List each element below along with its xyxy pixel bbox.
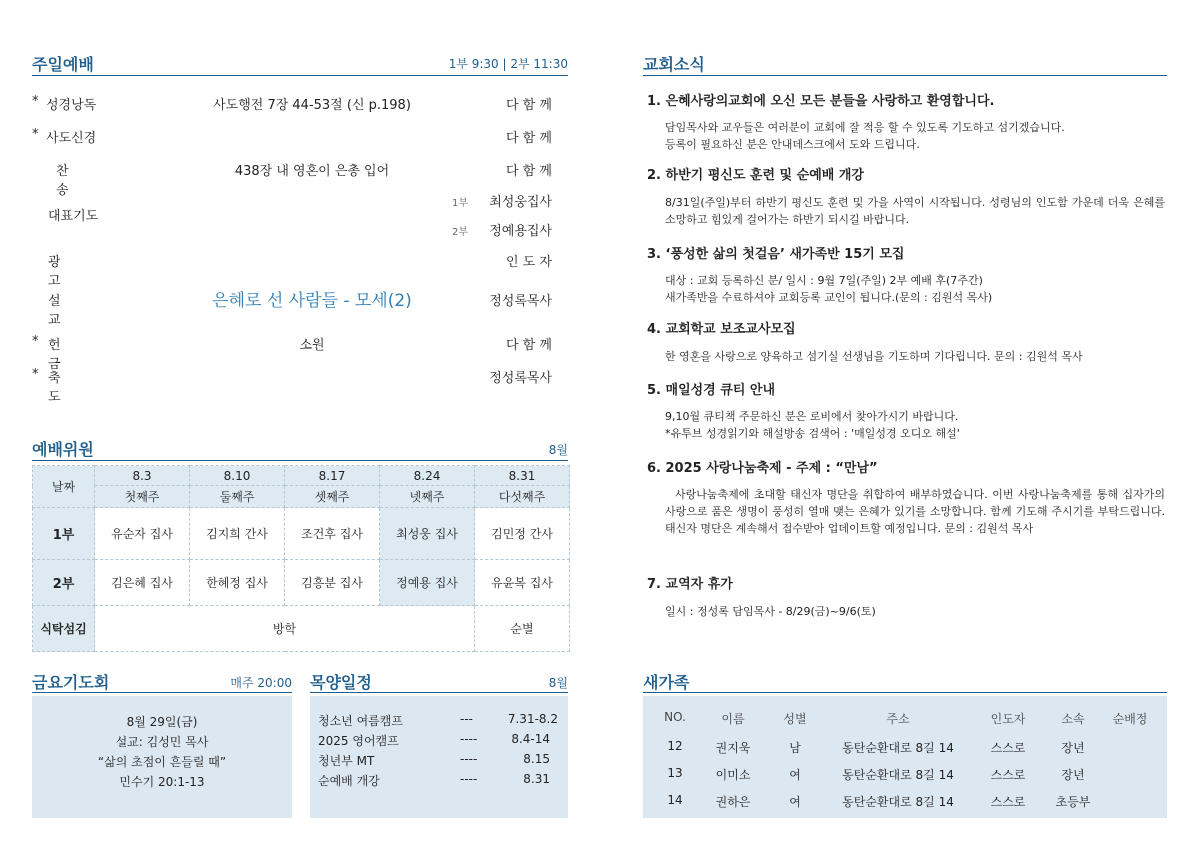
worship-divider xyxy=(32,75,568,76)
staff-cell: 김흥분 집사 xyxy=(285,560,380,606)
nf-cell: 여 xyxy=(789,768,801,782)
order-label: 사도신경 xyxy=(46,131,97,146)
friday-date: 8월 29일(금) xyxy=(126,715,198,729)
week-cell: 둘째주 xyxy=(190,486,285,508)
nf-cell: 권지욱 xyxy=(715,741,751,755)
worship-row-sermon xyxy=(32,285,568,328)
sermon-title: 은혜로 선 사람들 - 모세(2) xyxy=(212,291,412,311)
worship-times: 1부 9:30 | 2부 11:30 xyxy=(448,57,568,71)
date-cell: 8.10 xyxy=(190,466,285,486)
meal-last: 순별 xyxy=(475,606,570,652)
pastoral-divider xyxy=(310,692,568,693)
news-divider xyxy=(643,75,1167,76)
worship-row-creed: * 사도신경 다 함 께 xyxy=(32,127,552,146)
news-body: 사랑나눔축제에 초대할 태신자 명단을 취합하여 배부하였습니다. 이번 사랑나눔축제를 통해 십자가의 사랑으로 품은 생명이 풍성히 열매 맺는 은혜가 있기를 소망합니다. 함께 기도해 주시기를 부탁드립니다. 태신자 명단은 계속해서 접수받아 업데이트할 예정입니다. 문의 : 김원석 목사 xyxy=(665,488,1165,535)
order-label: 찬 송 xyxy=(56,164,91,198)
nf-header: NO. xyxy=(664,710,686,724)
newfamily-divider xyxy=(643,692,1167,693)
staff-cell: 한혜정 집사 xyxy=(190,560,285,606)
staff-cell: 김민정 간사 xyxy=(475,508,570,560)
order-content: 사도행전 7장 44-53절 (신 p.198) xyxy=(213,98,411,113)
order-leader: 다 함 께 xyxy=(506,338,552,353)
order-leader: 정성록목사 xyxy=(489,371,552,386)
week-cell: 셋째주 xyxy=(285,486,380,508)
date-cell: 8.3 xyxy=(95,466,190,486)
order-label: 설 교 xyxy=(48,294,83,328)
date-cell: 8.24 xyxy=(380,466,475,486)
order-content: 소원 xyxy=(299,338,325,353)
worship-row-scripture: * 성경낭독 사도행전 7장 44-53절 (신 p.198) 다 함 께 xyxy=(32,94,552,113)
order-leader: 정예용집사 xyxy=(489,224,552,239)
nf-cell: 장년 xyxy=(1061,741,1085,755)
nf-header: 소속 xyxy=(1061,712,1085,726)
schedule-item: 청년부 MT ---- 8.15 xyxy=(318,752,550,768)
news-title: 교회소식 xyxy=(643,55,705,74)
news-body: 9,10월 큐티책 주문하신 분은 로비에서 찾아가시기 바랍니다. *유투브 성경읽기와 해설방송 검색어 : '매일성경 오디오 해설' xyxy=(665,410,960,440)
nf-cell: 남 xyxy=(789,741,801,755)
news-heading: 7. 교역자 휴가 xyxy=(647,577,733,592)
order-leader: 인 도 자 xyxy=(506,255,552,270)
pastoral-title: 목양일정 xyxy=(310,673,372,692)
order-leader: 다 함 께 xyxy=(506,131,552,146)
worship-row-announcement xyxy=(32,248,568,289)
meal-label: 식탁섬김 xyxy=(33,606,95,652)
second-service-label: 2부 xyxy=(33,560,95,606)
worship-title: 주일예배 xyxy=(32,55,94,74)
nf-cell: 스스로 xyxy=(990,741,1026,755)
newfamily-title: 새가족 xyxy=(643,673,690,692)
service-tag-2: 2부 xyxy=(452,227,469,238)
worship-row-prayer xyxy=(32,190,568,242)
order-label: 광 고 xyxy=(48,255,83,289)
worship-row-benediction: * 축 도 정성록목사 xyxy=(32,367,552,405)
date-cell: 8.17 xyxy=(285,466,380,486)
week-cell: 다섯째주 xyxy=(475,486,570,508)
worship-row-hymn xyxy=(32,157,568,198)
worship-row-offering: * 헌 금 소원 다 함 께 xyxy=(32,334,552,372)
staff-month: 8월 xyxy=(548,443,568,457)
nf-header: 인도자 xyxy=(990,712,1026,726)
nf-cell: 14 xyxy=(667,793,683,807)
staff-cell: 김은혜 집사 xyxy=(95,560,190,606)
news-heading: 1. 은혜사랑의교회에 오신 모든 분들을 사랑하고 환영합니다. xyxy=(647,94,995,109)
friday-scripture: 민수기 20:1-13 xyxy=(119,775,205,789)
schedule-item: 청소년 여름캠프 --- 7.31-8.2 xyxy=(318,712,558,728)
newfamily-box xyxy=(643,696,1167,818)
staff-cell: 조건후 집사 xyxy=(285,508,380,560)
service-tag-1: 1부 xyxy=(452,198,469,209)
nf-header: 성별 xyxy=(783,712,807,726)
nf-cell: 스스로 xyxy=(990,768,1026,782)
order-leader: 최성웅집사 xyxy=(489,195,552,210)
staff-cell: 최성웅 집사 xyxy=(380,508,475,560)
meal-main: 방학 xyxy=(95,606,475,652)
friday-divider xyxy=(32,692,292,693)
nf-cell: 여 xyxy=(789,795,801,809)
news-heading: 2. 하반기 평신도 훈련 및 순예배 개강 xyxy=(647,168,864,183)
news-heading: 5. 매일성경 큐티 안내 xyxy=(647,383,776,398)
friday-speaker: 설교: 김성민 목사 xyxy=(115,735,209,749)
staff-title: 예배위원 xyxy=(32,440,94,459)
schedule-item: 2025 영어캠프 ---- 8.4-14 xyxy=(318,732,550,748)
nf-cell: 동탄순환대로 8길 14 xyxy=(842,741,954,755)
order-content: 438장 내 영혼이 은총 입어 xyxy=(234,164,390,179)
nf-cell: 동탄순환대로 8길 14 xyxy=(842,795,954,809)
nf-header: 주소 xyxy=(886,712,910,726)
schedule-item: 순예배 개강 ---- 8.31 xyxy=(318,772,550,788)
nf-cell: 초등부 xyxy=(1055,795,1091,809)
staff-table xyxy=(32,465,570,652)
staff-cell: 유윤복 집사 xyxy=(475,560,570,606)
date-cell: 8.31 xyxy=(475,466,570,486)
news-heading: 4. 교회학교 보조교사모집 xyxy=(647,322,796,337)
news-heading: 6. 2025 사랑나눔축제 - 주제 : “만남” xyxy=(647,461,878,476)
order-leader: 정성록목사 xyxy=(489,294,552,309)
week-cell: 첫째주 xyxy=(95,486,190,508)
friday-topic: “삶의 초점이 흔들릴 때” xyxy=(97,755,227,769)
order-leader: 다 함 께 xyxy=(506,98,552,113)
nf-header: 순배정 xyxy=(1112,712,1148,726)
friday-box xyxy=(32,696,292,818)
order-label: 대표기도 xyxy=(48,209,99,224)
news-body: 한 영혼을 사랑으로 양육하고 섬기실 선생님을 기도하며 기다립니다. 문의 : 김원석 목사 xyxy=(665,350,1083,363)
date-header: 날짜 xyxy=(33,466,95,508)
news-heading: 3. ‘풍성한 삶의 첫걸음’ 새가족반 15기 모집 xyxy=(647,247,905,262)
week-cell: 넷째주 xyxy=(380,486,475,508)
order-label: 헌 금 xyxy=(48,338,83,372)
news-body: 8/31일(주일)부터 하반기 평신도 훈련 및 가을 사역이 시작됩니다. 성령님의 인도함 가운데 더욱 은혜를 소망하고 힘있게 걸어가는 하반기 되시길 바랍니다. xyxy=(665,196,1165,226)
nf-cell: 12 xyxy=(667,739,683,753)
pastoral-month: 8월 xyxy=(548,676,568,690)
friday-time: 매주 20:00 xyxy=(230,676,292,690)
order-label: 축 도 xyxy=(48,371,83,405)
order-label: 성경낭독 xyxy=(46,98,97,113)
nf-cell: 13 xyxy=(667,766,683,780)
pastoral-box xyxy=(310,696,568,818)
staff-divider xyxy=(32,460,568,461)
nf-cell: 이미소 xyxy=(715,768,751,782)
first-service-label: 1부 xyxy=(33,508,95,560)
staff-cell: 정예용 집사 xyxy=(380,560,475,606)
news-body: 대상 : 교회 등록하신 분/ 일시 : 9월 7일(주일) 2부 예배 후(7주간) 새가족반을 수료하셔야 교회등록 교인이 됩니다.(문의 : 김원석 목사) xyxy=(665,274,993,304)
nf-cell: 스스로 xyxy=(990,795,1026,809)
order-leader: 다 함 께 xyxy=(506,164,552,179)
nf-cell: 동탄순환대로 8길 14 xyxy=(842,768,954,782)
nf-header: 이름 xyxy=(721,712,745,726)
news-body: 담임목사와 교우들은 여러분이 교회에 잘 적응 할 수 있도록 기도하고 섬기겠습니다. 등록이 필요하신 분은 안내데스크에서 도와 드립니다. xyxy=(665,121,1065,151)
nf-cell: 권하은 xyxy=(715,795,751,809)
staff-cell: 김지희 간사 xyxy=(190,508,285,560)
nf-cell: 장년 xyxy=(1061,768,1085,782)
staff-cell: 유순자 집사 xyxy=(95,508,190,560)
news-body: 일시 : 정성록 담임목사 - 8/29(금)~9/6(토) xyxy=(665,605,876,618)
friday-title: 금요기도회 xyxy=(32,673,110,692)
